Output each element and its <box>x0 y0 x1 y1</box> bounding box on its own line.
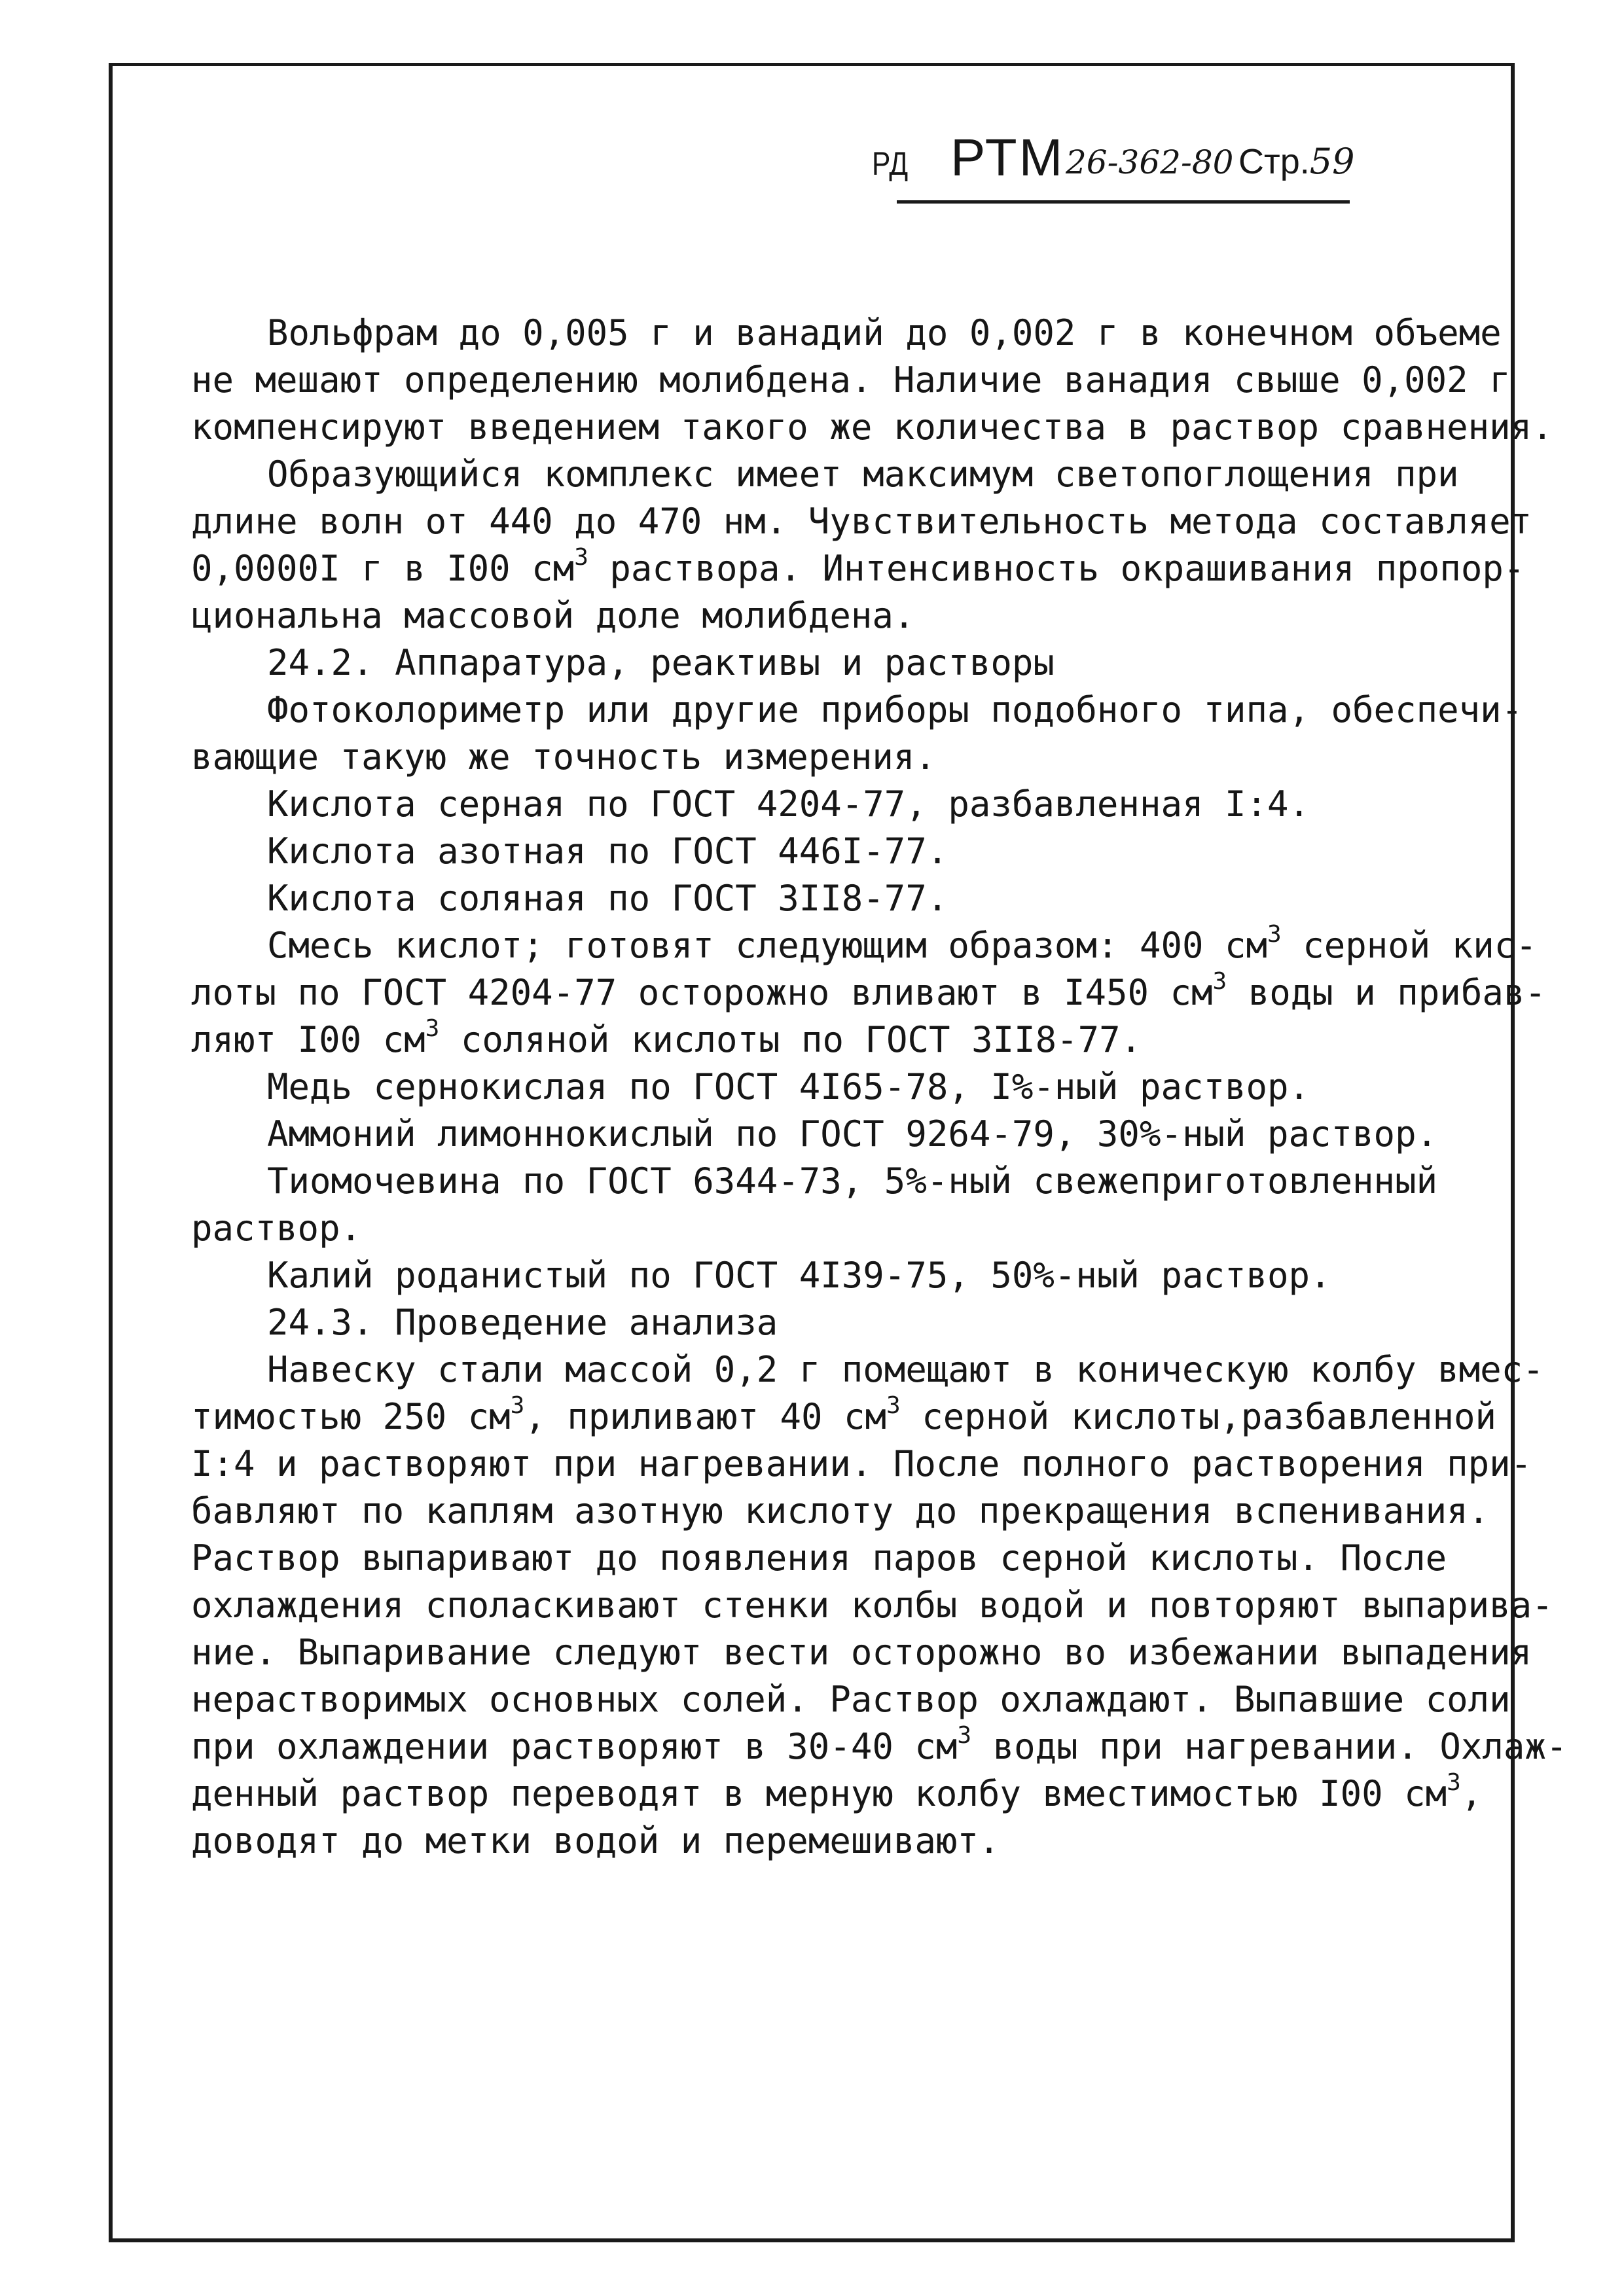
text-line: циональна массовой доле молибдена. <box>191 595 915 636</box>
superscript: 3 <box>1212 968 1227 995</box>
text-line: Фотоколориметр или другие приборы подобного типа, обеспечи- <box>267 689 1523 730</box>
text-line <box>191 968 1546 1014</box>
text-segment: тимостью 250 см <box>191 1396 511 1437</box>
text-line: Кислота серная по ГОСТ 4204-77, разбавленная I:4. <box>267 783 1310 825</box>
superscript: 3 <box>1267 921 1282 948</box>
text-segment: , приливают 40 см <box>524 1396 887 1437</box>
text-line: Раствор выпаривают до появления паров серной кислоты. После <box>191 1537 1447 1579</box>
text-line <box>191 1015 1142 1062</box>
text-segment: воды при нагревании. Охлаж- <box>971 1726 1568 1767</box>
text-line: не мешают определению молибдена. Наличие ванадия свыше 0,002 г <box>191 359 1511 401</box>
header-underline <box>897 200 1350 204</box>
text-line: Образующийся комплекс имеет максимум светопоглощения при <box>267 454 1459 495</box>
text-line: Навеску стали массой 0,2 г помещают в коническую колбу вмес- <box>267 1349 1544 1390</box>
text-segment: , <box>1460 1773 1483 1814</box>
text-line: раствор. <box>191 1208 362 1249</box>
text-line: Тиомочевина по ГОСТ 6344-73, 5%-ный свежеприготовленный <box>267 1160 1438 1202</box>
text-line: бавляют по каплям азотную кислоту до прекращения вспенивания. <box>191 1490 1490 1532</box>
superscript: 3 <box>886 1392 901 1419</box>
text-segment: Смесь кислот; готовят следующим образом: 400 см <box>267 925 1268 966</box>
text-line: Медь сернокислая по ГОСТ 4I65-78, I%-ный раствор. <box>267 1066 1310 1107</box>
text-segment: воды и прибав- <box>1227 972 1546 1013</box>
doc-code: РТМ <box>950 128 1065 187</box>
superscript: 3 <box>510 1392 525 1419</box>
text-segment: серной кислоты,разбавленной <box>900 1396 1497 1437</box>
text-line: Кислота азотная по ГОСТ 446I-77. <box>267 831 948 872</box>
doc-number: 26-362-80 <box>1066 143 1234 181</box>
text-line: Аммоний лимоннокислый по ГОСТ 9264-79, 30%-ный раствор. <box>267 1113 1438 1155</box>
text-line: охлаждения споласкивают стенки колбы водой и повторяют выпарива- <box>191 1585 1553 1626</box>
text-line <box>191 1392 1497 1439</box>
section-heading: 24.3. Проведение анализа <box>267 1302 778 1343</box>
text-line <box>267 921 1537 967</box>
text-segment: серной кис- <box>1281 925 1537 966</box>
text-line: Кислота соляная по ГОСТ 3II8-77. <box>267 878 948 919</box>
superscript: 3 <box>1447 1769 1461 1796</box>
text-line <box>191 1769 1483 1816</box>
text-segment: 0,0000I г в I00 см <box>191 548 575 589</box>
text-segment: денный раствор переводят в мерную колбу вместимостью I00 см <box>191 1773 1447 1814</box>
text-line: ние. Выпаривание следуют вести осторожно во избежании выпадения <box>191 1632 1532 1673</box>
text-line: доводят до метки водой и перемешивают. <box>191 1820 1000 1861</box>
text-segment: лоты по ГОСТ 4204-77 осторожно вливают в I450 см <box>191 972 1213 1013</box>
text-segment: раствора. Интенсивность окрашивания пропор- <box>588 548 1525 589</box>
page-number: 59 <box>1309 141 1355 182</box>
text-line: вающие такую же точность измерения. <box>191 736 936 778</box>
text-line: компенсируют введением такого же количества в раствор сравнения. <box>191 406 1553 448</box>
text-line: длине волн от 440 до 470 нм. Чувствительность метода составляет <box>191 501 1532 542</box>
text-line: I:4 и растворяют при нагревании. После полного растворения при- <box>191 1443 1532 1484</box>
superscript: 3 <box>425 1015 440 1042</box>
text-segment: ляют I00 см <box>191 1019 425 1060</box>
text-segment: при охлаждении растворяют в 30-40 см <box>191 1726 958 1767</box>
page-label-group <box>1238 141 1354 182</box>
text-line: нерастворимых основных солей. Раствор охлаждают. Выпавшие соли <box>191 1679 1511 1720</box>
section-heading: 24.2. Аппаратура, реактивы и растворы <box>267 642 1055 683</box>
text-line: Вольфрам до 0,005 г и ванадий до 0,002 г в конечном объеме <box>267 312 1502 353</box>
text-segment: соляной кислоты по ГОСТ 3II8-77. <box>439 1019 1142 1060</box>
superscript: 3 <box>574 544 588 571</box>
doc-prefix: РД <box>872 145 909 182</box>
text-line <box>191 1722 1568 1768</box>
superscript: 3 <box>957 1722 972 1749</box>
page-label: Стр. <box>1238 142 1310 181</box>
text-line: Калий роданистый по ГОСТ 4I39-75, 50%-ный раствор. <box>267 1255 1331 1296</box>
text-line <box>191 544 1525 590</box>
